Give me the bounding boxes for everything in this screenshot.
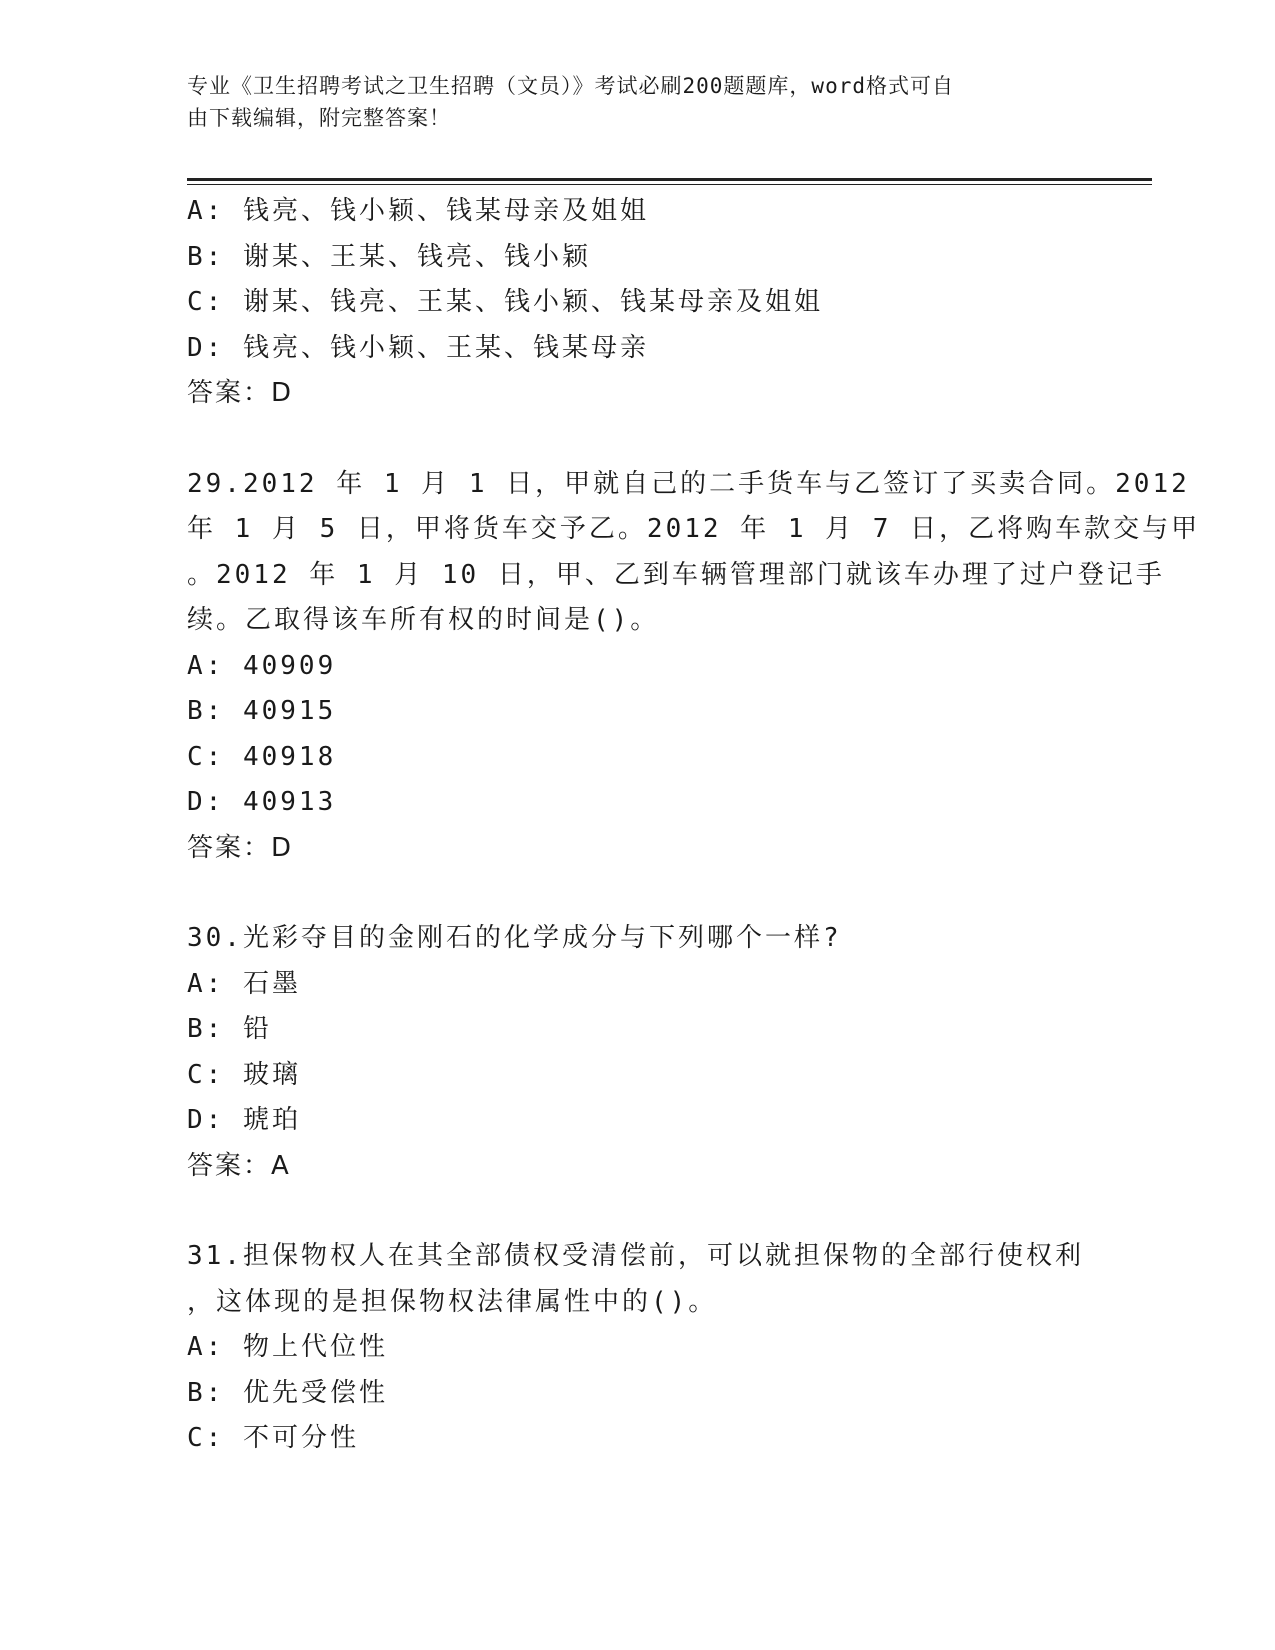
q31-option-a: A: 物上代位性 xyxy=(187,1332,388,1362)
header-divider-thin xyxy=(187,184,1152,185)
q29-stem-line-3: 。2012 年 1 月 10 日，甲、乙到车辆管理部门就该车办理了过户登记手 xyxy=(187,559,1165,590)
question-28-block xyxy=(187,189,1087,417)
document-header xyxy=(187,70,1067,134)
q29-stem-line-1: 29.2012 年 1 月 1 日，甲就自己的二手货车与乙签订了买卖合同。2012 xyxy=(187,468,1190,499)
q29-option-b: B: 40915 xyxy=(187,696,337,726)
q28-option-b: B: 谢某、王某、钱亮、钱小颖 xyxy=(187,241,591,272)
q29-answer: 答案：D xyxy=(187,832,294,863)
spacer xyxy=(187,1189,1087,1234)
question-29-block xyxy=(187,462,1201,872)
q31-option-c: C: 不可分性 xyxy=(187,1423,359,1453)
q30-option-a: A: 石墨 xyxy=(187,968,301,999)
q28-option-a: A: 钱亮、钱小颖、钱某母亲及姐姐 xyxy=(187,196,649,226)
q30-option-d: D: 琥珀 xyxy=(187,1105,301,1135)
q30-option-b: B: 铅 xyxy=(187,1014,272,1044)
question-31-block xyxy=(187,1234,1087,1462)
q30-stem-line-1: 30.光彩夺目的金刚石的化学成分与下列哪个一样? xyxy=(187,923,842,953)
q29-option-d: D: 40913 xyxy=(187,787,337,817)
q28-option-c: C: 谢某、钱亮、王某、钱小颖、钱某母亲及姐姐 xyxy=(187,287,823,317)
spacer xyxy=(187,871,1087,916)
q31-option-b: B: 优先受偿性 xyxy=(187,1377,388,1408)
question-30-block xyxy=(187,916,1087,1189)
spacer xyxy=(187,417,1087,462)
q28-answer: 答案：D xyxy=(187,378,294,408)
q29-stem-line-4: 续。乙取得该车所有权的时间是()。 xyxy=(187,605,660,635)
q29-option-a: A: 40909 xyxy=(187,650,337,681)
header-divider-thick xyxy=(187,178,1152,181)
q28-option-d: D: 钱亮、钱小颖、王某、钱某母亲 xyxy=(187,332,649,363)
q30-option-c: C: 玻璃 xyxy=(187,1059,301,1090)
header-line-2: 由下载编辑，附完整答案！ xyxy=(187,106,451,130)
document-body xyxy=(187,189,1201,1462)
q30-answer: 答案：A xyxy=(187,1150,291,1181)
q29-stem-line-2: 年 1 月 5 日，甲将货车交予乙。2012 年 1 月 7 日，乙将购车款交与甲 xyxy=(187,514,1201,544)
header-line-1: 专业《卫生招聘考试之卫生招聘（文员）》考试必刷200题题库，word格式可自 xyxy=(187,74,954,98)
q31-stem-line-1: 31.担保物权人在其全部债权受清偿前，可以就担保物的全部行使权利 xyxy=(187,1241,1084,1271)
q29-option-c: C: 40918 xyxy=(187,741,337,772)
q31-stem-line-2: ，这体现的是担保物权法律属性中的()。 xyxy=(187,1286,718,1317)
